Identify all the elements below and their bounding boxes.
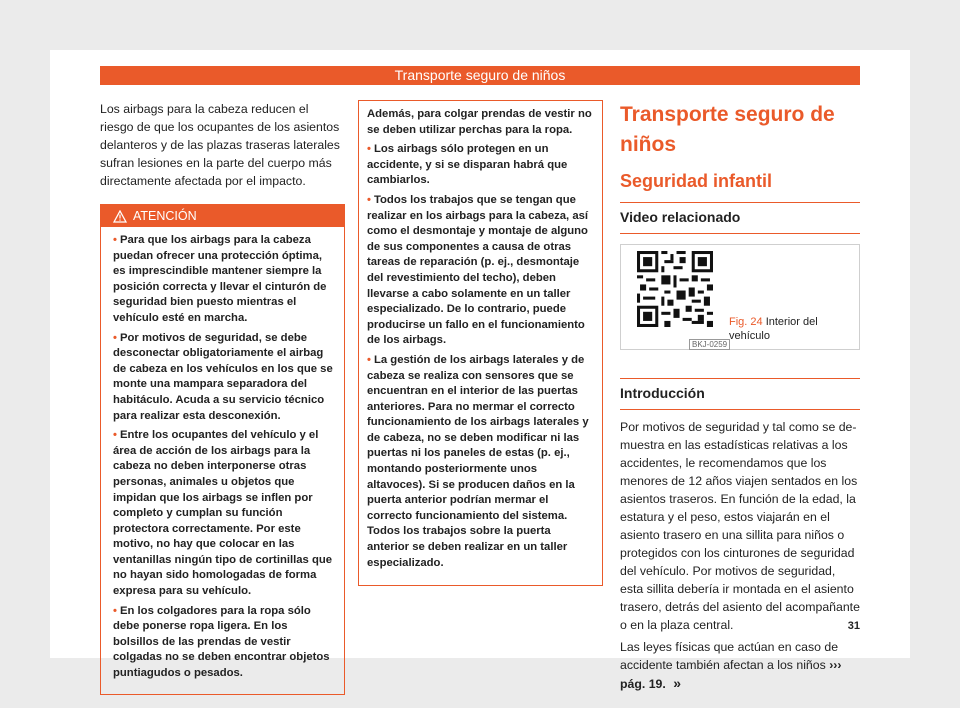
figure-number: Fig. 24 bbox=[729, 316, 763, 328]
warning-triangle-icon bbox=[113, 210, 127, 223]
body-paragraph: Por motivos de seguridad y tal como se de-muestra en las estadísticas relativas a los accidentes, le recomendamos que los menores de 12 años viajen sentados en los asientos traseros. En función de la edad, la estatura y el peso, estos viajarán en el asiento trasero en una sillita para niños o protegidos con los cinturones de seguridad del vehículo. Por motivos de seguridad, esta sillita debería ir montada en el asiento trasero, detrás del asiento del acompañante o en la plaza central. bbox=[620, 420, 860, 632]
figure-code: BKJ-0259 bbox=[689, 339, 730, 350]
right-column bbox=[620, 100, 860, 693]
page-reference-link[interactable]: ››› pág. 19. bbox=[620, 658, 842, 691]
list-item: • En los colgadores para la ropa sólo debe ponerse ropa ligera. En los bolsillos de las prendas de vestir colgadas no se deben encontrar objetos puntiagudos o pesados. bbox=[113, 604, 330, 680]
manual-page bbox=[50, 50, 910, 691]
subsection-title: Seguridad infantil bbox=[620, 171, 773, 191]
continuation-list bbox=[367, 142, 594, 571]
middle-column bbox=[358, 100, 603, 586]
warning-list bbox=[101, 233, 344, 682]
list-item: • Entre los ocupantes del vehículo y el área de acción de los airbags para la cabeza no deben interponerse otras personas, animales u objetos que impidan que los airbags se inflen por completo y cumplan su función protectora correctamente. Por este motivo, no hay que colocar en las ventanillas ningún tipo de cortinillas que no hayan sido homologadas de forma expresa para su vehículo. bbox=[113, 429, 333, 598]
video-heading: Video relacionado bbox=[620, 202, 860, 234]
figure-caption bbox=[729, 315, 857, 343]
warning-continuation-box bbox=[358, 100, 603, 586]
intro-paragraph: Los airbags para la cabeza reducen el riesgo de que los ocupantes de los asientos delanteros y de las plazas traseras laterales sufran lesiones en la parte del cuerpo más directamente afectada por el impacto. bbox=[100, 102, 340, 188]
warning-title: ATENCIÓN bbox=[133, 209, 197, 223]
list-item: • La gestión de los airbags laterales y de cabeza se realiza con sensores que se encuentran en el interior de las puertas anteriores. Para no mermar el correcto funcionamiento de los airbags laterales y de cabeza, no se deben modificar ni las puertas ni los paneles de estas (p. ej., montando posteriormente unos altavoces). Si se producen daños en la puerta anterior podrían mermar el correcto funcionamiento del sistema. Todos los trabajos sobre la puerta anterior se deben realizar en un taller especializado. bbox=[367, 353, 589, 569]
list-item: • Por motivos de seguridad, se debe desconectar obligatoriamente el airbag de cabeza en los vehículos en los que se monte una mampara separadora del habitáculo. Acuda a su servicio técnico para realizar esta desconexión. bbox=[113, 331, 333, 422]
warning-box bbox=[100, 204, 345, 695]
list-item: • Todos los trabajos que se tengan que realizar en los airbags para la cabeza, así como el desmontaje y montaje de alguno de sus componentes a causa de otras tareas de reparación (p. ej., desmontaje del revestimiento del techo), deben llevarse a cabo solamente en un taller especializado. De lo contrario, puede producirse un fallo en el funcionamiento de los airbags. bbox=[367, 193, 589, 347]
introduction-heading: Introducción bbox=[620, 378, 860, 410]
lead-text: Además, para colgar prendas de vestir no se deben utilizar perchas para la ropa. bbox=[367, 108, 592, 136]
left-column bbox=[100, 100, 345, 695]
list-item: • Los airbags sólo protegen en un accidente, y si se disparan habrá que cambiarlos. bbox=[367, 143, 568, 187]
section-title: Transporte seguro de niños bbox=[620, 103, 835, 156]
continue-arrow-icon: » bbox=[673, 675, 682, 691]
body-paragraph-2: Las leyes físicas que actúan en caso de accidente también afectan a los niños ››› pág. 19. » bbox=[620, 640, 842, 691]
figure-caption-text: Interior del vehículo bbox=[729, 316, 818, 342]
list-item: • Para que los airbags para la cabeza puedan ofrecer una protección óptima, es imprescindible mantener siempre la posición correcta y llevar el cinturón de seguridad bien puesto mientras el vehículo esté en marcha. bbox=[113, 234, 327, 324]
page-number: 31 bbox=[847, 620, 860, 632]
figure-box bbox=[620, 244, 860, 350]
page-header: Transporte seguro de niños bbox=[100, 66, 860, 85]
qr-code-icon[interactable] bbox=[637, 251, 713, 327]
warning-header bbox=[101, 205, 344, 227]
